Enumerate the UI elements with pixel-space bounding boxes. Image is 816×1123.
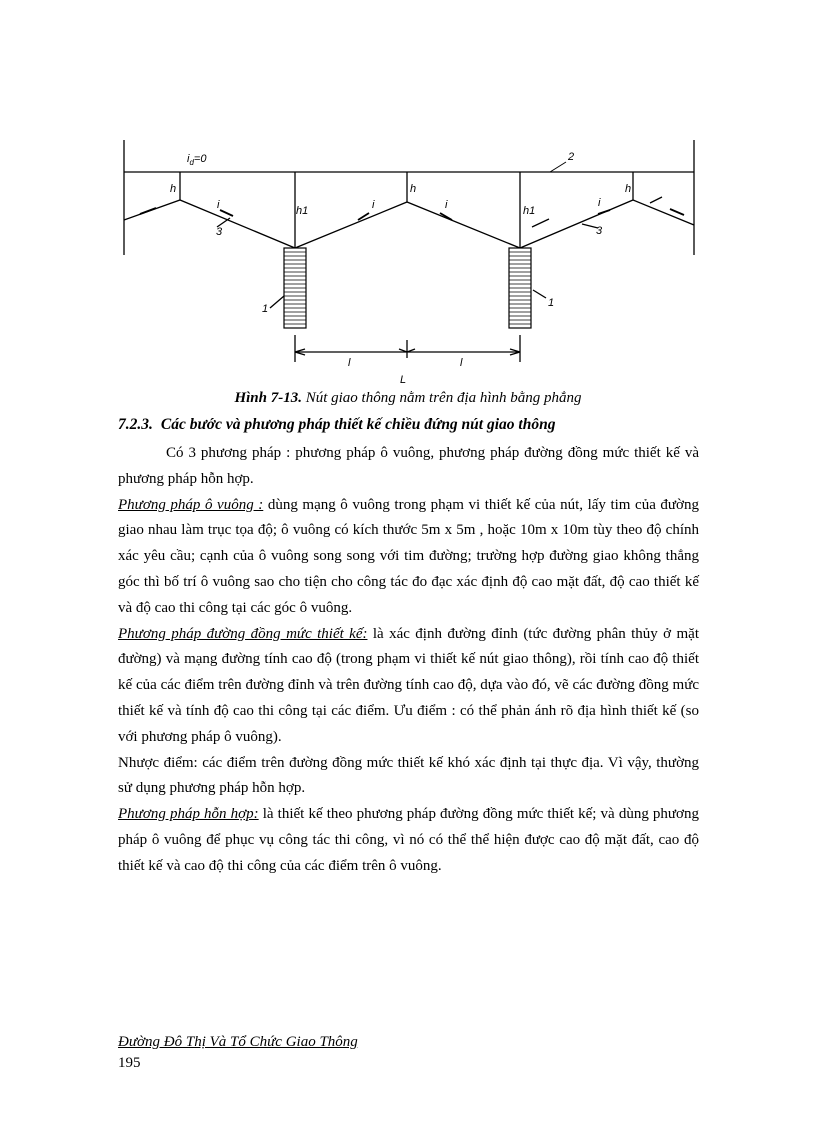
section-title-text: Các bước và phương pháp thiết kế chiều đứng nút giao thông xyxy=(160,416,556,433)
body-text xyxy=(118,441,699,880)
section-heading xyxy=(118,416,555,434)
h-label-left: h xyxy=(170,183,177,195)
slope-label-3: i xyxy=(445,199,448,211)
disadvantage-paragraph: Nhược điểm: các điểm trên đường đồng mức thiết kế khó xác định tại thực địa. Vì vậy, thường sử dụng phương pháp hỗn hợp. xyxy=(118,754,699,797)
slope-label-4: i xyxy=(598,197,601,209)
dimension-label-total: L xyxy=(400,374,407,386)
road-number-label: 2 xyxy=(568,151,575,163)
footer-book-title: Đường Đô Thị Và Tổ Chức Giao Thông xyxy=(118,1034,358,1050)
grid-method-term: Phương pháp ô vuông : xyxy=(118,496,264,513)
figure-diagram xyxy=(110,130,710,390)
pipe-label-right: 3 xyxy=(596,225,603,237)
mixed-method-term: Phương pháp hỗn hợp: xyxy=(118,806,259,823)
slope-arrows xyxy=(140,208,684,220)
intro-paragraph: Có 3 phương pháp : phương pháp ô vuông, phương pháp đường đồng mức thiết kế và phương pháp hỗn hợp. xyxy=(118,445,699,487)
grid-method-text: dùng mạng ô vuông trong phạm vi thiết kế của nút, lấy tim của đường giao nhau làm trục tọa độ; ô vuông có kích thước 5m x 5m , hoặc 10m x 10m tùy theo độ chính xác yêu cầu; cạnh của ô vuông song song với tim đường; trường hợp đường giao không thẳng góc thì bố trí ô vuông sao cho tiện cho công tác đo đạc xác định độ cao mặt đất, độ cao thiết kế và độ cao thi công tại các góc ô vuông. xyxy=(118,496,699,616)
inlet-label-left: 1 xyxy=(262,303,269,315)
grid-method-paragraph xyxy=(118,493,699,622)
h1-label-left: h1 xyxy=(296,205,309,217)
figure-number: Hình 7-13. xyxy=(234,390,302,406)
figure-caption-text: Nút giao thông nằm trên địa hình bằng phẳng xyxy=(305,390,582,406)
mixed-method-paragraph xyxy=(118,802,699,879)
inlet-label-right: 1 xyxy=(548,297,555,309)
inlet-leader-right xyxy=(533,290,546,298)
grade-label: $i_d=0$ xyxy=(187,153,207,167)
dimension-label-left: l xyxy=(348,357,351,369)
mixed-method-text: là thiết kế theo phương pháp đường đồng mức thiết kế; và dùng phương pháp ô vuông để phục vụ công tác thi công, vì nó có thể thể hiện được cao độ mặt đất, cao độ thiết kế và cao độ thi công của các điểm trên ô vuông. xyxy=(118,806,699,874)
contour-method-term: Phương pháp đường đồng mức thiết kế: xyxy=(118,625,368,642)
inlet-right xyxy=(509,248,531,328)
h-label-center: h xyxy=(410,183,417,195)
h-label-right: h xyxy=(625,183,632,195)
contour-method-paragraph xyxy=(118,622,699,751)
slope-label-2: i xyxy=(372,199,375,211)
pavement-slope-line xyxy=(124,200,694,248)
contour-method-text: là xác định đường đỉnh (tức đường phân thủy ở mặt đường) và mạng đường tính cao độ (trong phạm vi thiết kế nút giao thông), rồi tính cao độ thiết kế của các điểm trên đường đỉnh và trên đường tính cao độ, dựa vào đó, vẽ các đường đồng mức thiết kế và tính độ cao thi công tại các điểm. Ưu điểm : có thể phản ánh rõ địa hình thiết kế (so với phương pháp ô vuông). xyxy=(118,625,699,745)
dimension-label-right: l xyxy=(460,357,463,369)
inlet-left xyxy=(284,248,306,328)
figure-caption xyxy=(0,390,816,407)
section-number: 7.2.3. xyxy=(118,416,153,433)
pipe-label-left: 3 xyxy=(216,226,223,238)
h1-label-right: h1 xyxy=(523,205,536,217)
slope-label-1: i xyxy=(217,199,220,211)
page-number: 195 xyxy=(118,1055,141,1071)
inlet-leader-left xyxy=(270,296,284,308)
